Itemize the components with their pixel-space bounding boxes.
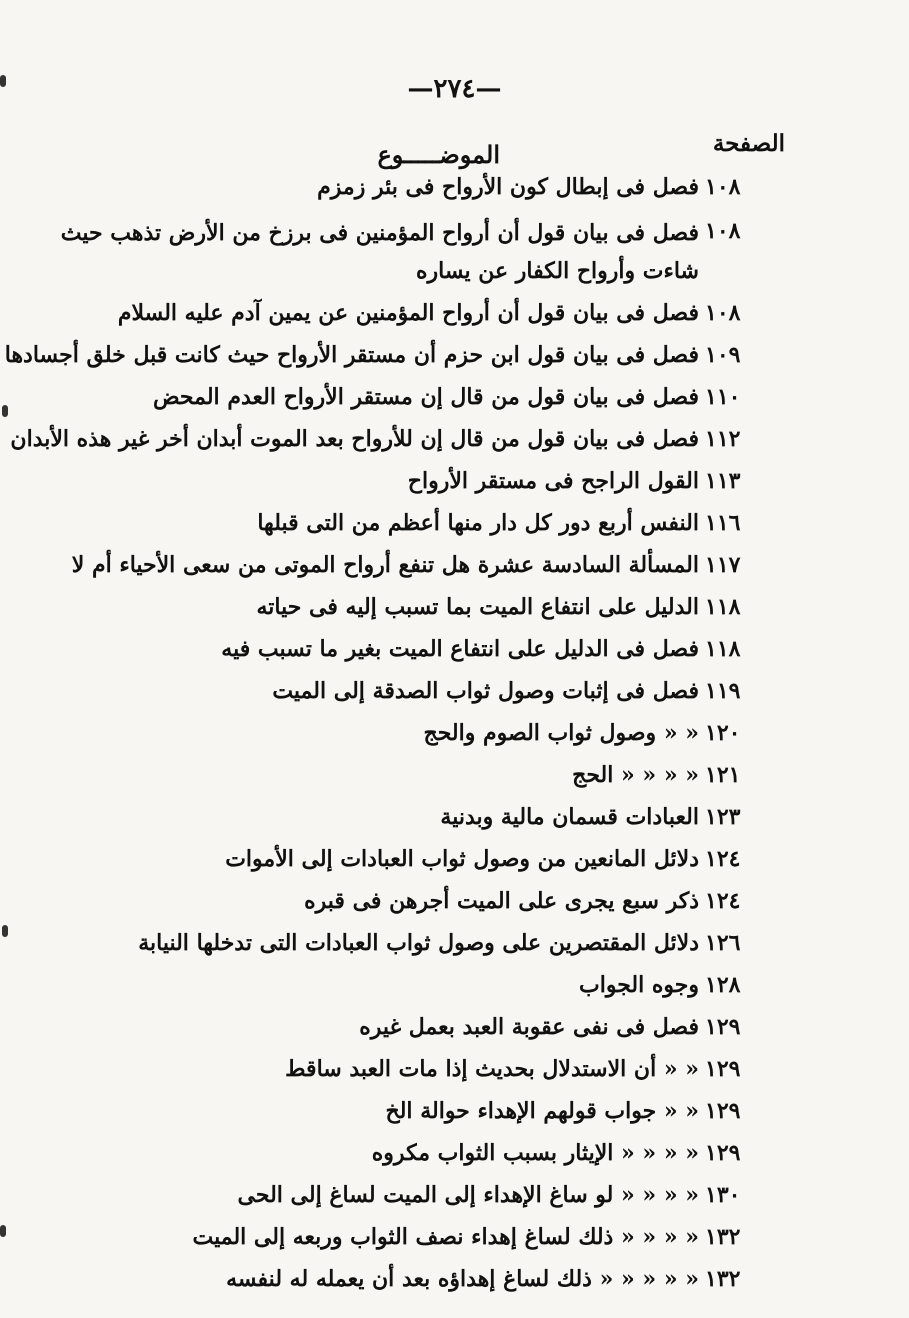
toc-page-number: ١٢٩ [705, 1098, 741, 1124]
toc-page-number: ١٠٨ [705, 300, 741, 326]
toc-title: القول الراجح فى مستقر الأرواح [407, 468, 699, 494]
toc-page-number: ١٢٨ [705, 972, 741, 998]
column-header-page: الصفحة [712, 130, 785, 157]
toc-page-number: ١١٦ [705, 510, 741, 536]
column-header-topic: الموضـــــوع [377, 140, 500, 169]
scan-edge-mark [0, 1225, 6, 1237]
scan-edge-mark [2, 925, 8, 937]
toc-title: المسألة السادسة عشرة هل تنفع أرواح الموتى من سعى الأحياء أم لا [71, 552, 699, 578]
toc-page-number: ١٢٤ [705, 888, 741, 914]
toc-page-number: ١٢٩ [705, 1014, 741, 1040]
toc-page-number: ١١٣ [705, 468, 741, 494]
toc-title: فصل فى إبطال كون الأرواح فى بئر زمزم [317, 174, 699, 200]
toc-page-number: ١٢٤ [705, 846, 741, 872]
toc-page-number: ١٠٨ [705, 174, 741, 200]
page-number: —٢٧٤— [407, 74, 502, 104]
toc-title: « « « « الحج [572, 762, 699, 788]
toc-title: فصل فى بيان قول أن أرواح المؤمنين عن يمين آدم عليه السلام [117, 300, 699, 326]
toc-page-number: ١٠٨ [705, 218, 741, 244]
toc-page-number: ١١٩ [705, 678, 741, 704]
toc-title: دلائل المقتصرين على وصول ثواب العبادات التى تدخلها النيابة [138, 930, 699, 956]
scan-edge-mark [2, 405, 8, 417]
toc-title: فصل فى بيان قول أن أرواح المؤمنين فى برزخ من الأرض تذهب حيث شاءت وأرواح الكفار عن يساره [60, 220, 699, 284]
toc-page-number: ١٢٩ [705, 1056, 741, 1082]
toc-page-number: ١٢١ [705, 762, 741, 788]
toc-page-number: ١١٨ [705, 636, 741, 662]
toc-page-number: ١١٠ [705, 384, 741, 410]
toc-title: « « أن الاستدلال بحديث إذا مات العبد ساقط [285, 1056, 699, 1082]
toc-page-number: ١٣٢ [705, 1224, 741, 1250]
scan-edge-mark [0, 75, 6, 87]
toc-title: فصل فى الدليل على انتفاع الميت بغير ما تسبب فيه [221, 636, 699, 662]
toc-title: « « « « ذلك لساغ إهداء نصف الثواب وربعه إلى الميت [192, 1224, 699, 1250]
toc-page-number: ١٢٦ [705, 930, 741, 956]
toc-title: « « وصول ثواب الصوم والحج [423, 720, 699, 746]
toc-title: « « « « الإيثار بسبب الثواب مكروه [371, 1140, 699, 1166]
toc-title: فصل فى بيان قول ابن حزم أن مستقر الأرواح حيث كانت قبل خلق أجسادها [4, 342, 699, 368]
toc-title: فصل فى إثبات وصول ثواب الصدقة إلى الميت [272, 678, 699, 704]
toc-title: فصل فى نفى عقوبة العبد بعمل غيره [359, 1014, 699, 1040]
toc-title: العبادات قسمان مالية وبدنية [440, 804, 699, 830]
toc-page-number: ١١٧ [705, 552, 741, 578]
toc-title: « « « « لو ساغ الإهداء إلى الميت لساغ إلى الحى [237, 1182, 699, 1208]
toc-title: ذكر سبع يجرى على الميت أجرهن فى قبره [304, 888, 699, 914]
toc-title: فصل فى بيان قول من قال إن مستقر الأرواح العدم المحض [152, 384, 699, 410]
toc-page-number: ١٠٩ [705, 342, 741, 368]
toc-title: « « « « « ذلك لساغ إهداؤه بعد أن يعمله له لنفسه [226, 1266, 699, 1292]
toc-title: النفس أربع دور كل دار منها أعظم من التى قبلها [257, 510, 699, 536]
toc-page-number: ١٣٠ [705, 1182, 741, 1208]
toc-page-number: ١١٨ [705, 594, 741, 620]
toc-title: الدليل على انتفاع الميت بما تسبب إليه فى حياته [256, 594, 699, 620]
toc-page-number: ١٢٣ [705, 804, 741, 830]
toc-page-number: ١٢٩ [705, 1140, 741, 1166]
toc-title: وجوه الجواب [579, 972, 699, 998]
toc-page-number: ١٣٢ [705, 1266, 741, 1292]
toc-page-number: ١٢٠ [705, 720, 741, 746]
toc-title: فصل فى بيان قول من قال إن للأرواح بعد الموت أبدان أخر غير هذه الأبدان [10, 426, 699, 452]
toc-page-number: ١١٢ [705, 426, 741, 452]
toc-title: دلائل المانعين من وصول ثواب العبادات إلى الأموات [225, 846, 699, 872]
toc-title: « « جواب قولهم الإهداء حوالة الخ [385, 1098, 699, 1124]
